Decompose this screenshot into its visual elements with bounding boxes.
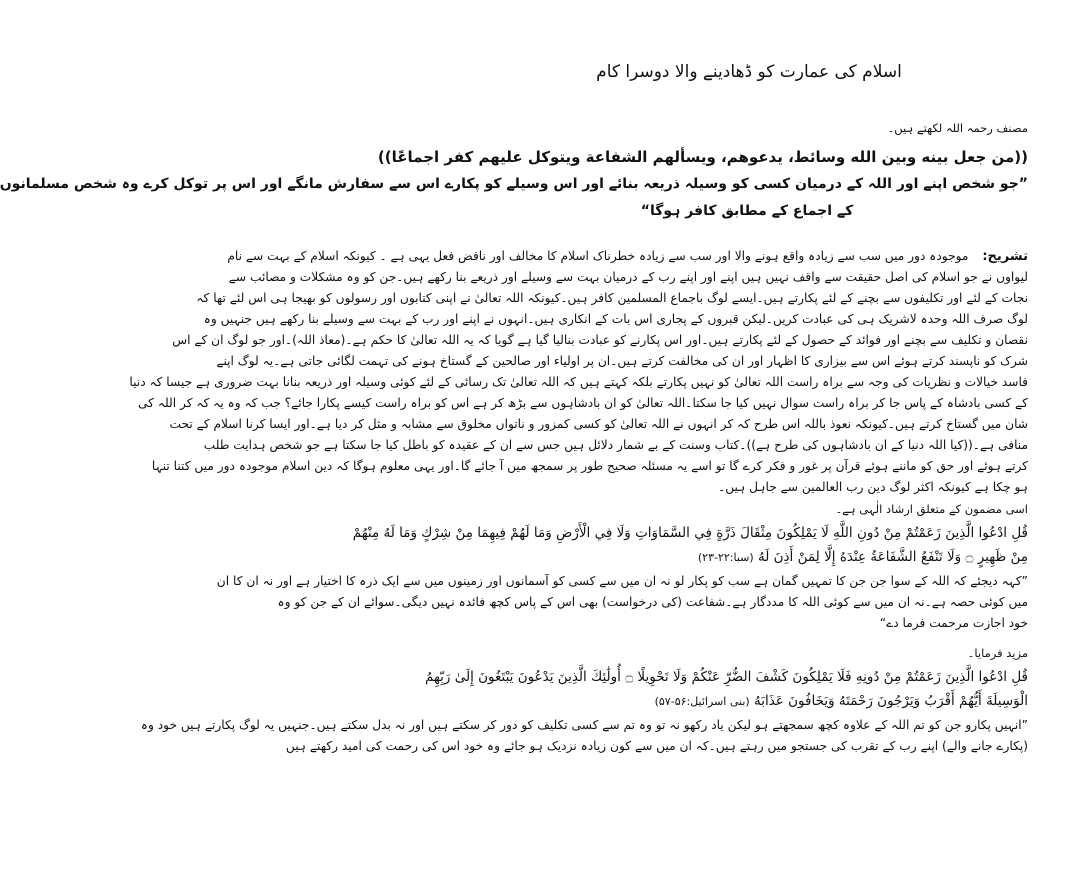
sharh-line: ہو چکا ہے کیونکہ اکثر لوگ دین رب العالمین سے جاہل ہیں۔ [718,480,1028,494]
sharh-line: کرتے ہوئے اور حق کو ماننے ہوئے قرآن پر غور و فکر کرے گا تو اسے یہ مسئلہ صحیح طور پر سمجھ میں آ جائے گا۔اور یہی معلوم ہوگا کہ دین اسلام موجودہ دور میں کتنا تنہا [151,459,1028,473]
ayah-line [466,547,1028,567]
sharh-line: نقصان و تکلیف سے بچنے اور فوائد کے حصول کے لئے پکارتے ہیں۔اور اس پکارنے کو عبادت بنالیا گیا ہے گویا کہ یہ اللہ تعالیٰ کا حکم ہے۔(معاذ اللہ)۔اور جو لوگ ان کے اس [172,333,1028,347]
sharh-line: فاسد خیالات و نظریات کی وجہ سے براہ راست اللہ تعالیٰ کو نہیں پکارتے بلکہ کہتے ہیں کہ اللہ تعالیٰ تک رسائی کے لئے کوئی وسیلہ اور ذریعہ بنانا بہت ضروری ہے جیسا کہ دنیا [129,375,1028,389]
ayah-line: قُلِ ادْعُوا الَّذِينَ زَعَمْتُمْ مِنْ دُونِهِ فَلَا يَمْلِكُونَ كَشْفَ الضُّرِّ عَنْكُمْ وَلَا تَحْوِيلًا ۝ أُولَٰئِكَ الَّذِينَ يَدْعُونَ يَبْتَغُونَ إِلَىٰ رَبِّهِمُ [424,669,1028,685]
sharh-line: لوگ صرف اللہ وحدہ لاشریک ہی کی عبادت کریں۔لیکن قبروں کے پجاری اس بات کے انکاری ہیں۔انہوں نے اپنے اور رب کے بہت سے وسیلے بنا رکھے ہیں جنہیں وہ [203,312,1028,326]
translation-line: (پکارے جانے والے) اپنے رب کے تقرب کی جستجو میں رہتے ہیں۔کہ ان میں سے کون زیادہ نزدیک ہو جائے وہ خود اس کی رحمت کی امید رکھتے ہیں [285,739,1028,753]
sharh-text: موجودہ دور میں سب سے زیادہ واقع ہونے والا اور سب سے زیادہ خطرناک اسلام کا مخالف اور ناقض فعل یہی ہے ۔ کیونکہ اسلام کے بہت سے نام [227,249,969,263]
bold-translation-line: کے اجماع کے مطابق کافر ہوگا“ [640,203,854,219]
translation-line: ”انہیں پکارو جن کو تم اللہ کے علاوہ کچھ سمجھتے ہو لیکن یاد رکھو نہ تو وہ تم سے کسی تکلیف کو دور کر سکتے ہیں اور نہ بدل سکتے ہیں۔جنہیں یہ لوگ پکارتے ہیں خود وہ [140,718,1028,732]
ayah-reference: (سبا:۲۲-۲۳) [697,551,754,564]
sharh-line: نجات کے لئے اور تکلیفوں سے بچنے کے لئے پکارتے ہیں۔ایسے لوگ باجماع المسلمین کافر ہیں۔کیونکہ اللہ تعالیٰ نے اپنی کتابوں اور رسولوں کو بھیجا ہی اس لئے تھا کہ [196,291,1028,305]
translation-line: ”کہہ دیجئے کہ اللہ کے سوا جن جن کا تمہیں گمان ہے سب کو پکار لو نہ ان میں سے کسی کو آسمانوں اور زمینوں میں سے ایک ذرہ کا اختیار ہے اور نہ ان کا ان [216,574,1028,588]
sharh-line: منافی ہے۔((کیا اللہ دنیا کے ان بادشاہوں کی طرح ہے))۔کتاب وسنت کے بے شمار دلائل ہیں جس سے ان کے عقیدہ کو باطل کیا جا سکتا ہے جو شخص ہدایت طلب [203,438,1028,452]
ayah-line: قُلِ ادْعُوا الَّذِينَ زَعَمْتُمْ مِنْ دُونِ اللَّهِ لَا يَمْلِكُونَ مِثْقَالَ ذَرَّةٍ فِي السَّمَاوَاتِ وَلَا فِي الْأَرْضِ وَمَا لَهُمْ فِيهِمَا مِنْ شِرْكٍ وَمَا لَهُ مِنْهُمْ [352,525,1028,541]
irshad-intro: اسی مضمون کے متعلق ارشاد الٰہی ہے۔ [835,502,1028,516]
page-title: اسلام کی عمارت کو ڈھادینے والا دوسرا کام [596,62,902,82]
sharh-line [227,247,1028,265]
translation-line: خود اجازت مرحمت فرما دے“ [879,616,1028,630]
sharh-line: شرک کو ناپسند کرتے ہوئے اس سے بیزاری کا اظہار اور ان کی مخالفت کرتے ہیں۔ان پر اولیاء اور صالحین کے گستاخ ہونے کی تہمت لگائی جاتی ہے۔یہ لوگ اپنے [216,354,1028,368]
mazeed-heading: مزید فرمایا۔ [967,646,1028,660]
sharh-heading: تشریح: [982,249,1028,264]
ayah-line [466,691,1028,711]
ayah-reference: (بنی اسرائیل:۵۶-۵۷) [654,695,750,708]
sharh-line: شان میں گستاخ کرتے ہیں۔کیونکہ نعوذ باللہ اس طرح کہ کر انہوں نے اللہ تعالیٰ کو کسی کمزور و ناتواں مخلوق سے مشابہ و مثل کر دیا ہے۔اور ایسا کرنا اسلام کے تحت [169,417,1028,431]
author-note: مصنف رحمہ اللہ لکھتے ہیں۔ [887,121,1028,135]
sharh-line: کے کسی بادشاہ کے پاس جا کر براہ راست سوال نہیں کیا جا سکتا۔اللہ تعالیٰ کو ان بادشاہوں سے بڑھ کر ہے اس کو براہ راست کیسے پکارا جائے؟ جب کہ وہ یہ کہ کر اللہ کی [137,396,1028,410]
translation-line: میں کوئی حصہ ہے۔نہ ان میں سے کوئی اللہ کا مددگار ہے۔شفاعت (کی درخواست) بھی اس کے پاس کچھ فائدہ نہیں دیگی۔سوائے ان کے جن کو وہ [277,595,1028,609]
sharh-line: لیواوں نے جو اسلام کی اصل حقیقت سے واقف نہیں ہیں اپنے اور اپنے رب کے درمیان بہت سے وسیلے اور ذریعے بنا رکھے ہیں۔جن کو وہ مشکلات و مصائب سے [228,270,1028,284]
bold-translation-line: ”جو شخص اپنے اور اللہ کے درمیان کسی کو وسیلہ ذریعہ بنائے اور اس وسیلے کو پکارے اس سے سفارش مانگے اور اس پر توکل کرے وہ شخص مسلمانوں [0,176,1028,192]
arabic-quote: ((من جعل بينه وبين الله وسائط، يدعوهم، ويسألهم الشفاعة ويتوكل عليهم كفر اجماعًا)) [377,148,1028,166]
ayah-text: مِنْ ظَهِيرٍ ۝ وَلَا تَنْفَعُ الشَّفَاعَةُ عِنْدَهُ إِلَّا لِمَنْ أَذِنَ لَهُ [757,549,1028,565]
ayah-text: الْوَسِيلَةَ أَيُّهُمْ أَقْرَبُ وَيَرْجُونَ رَحْمَتَهُ وَيَخَافُونَ عَذَابَهُ [753,693,1028,709]
